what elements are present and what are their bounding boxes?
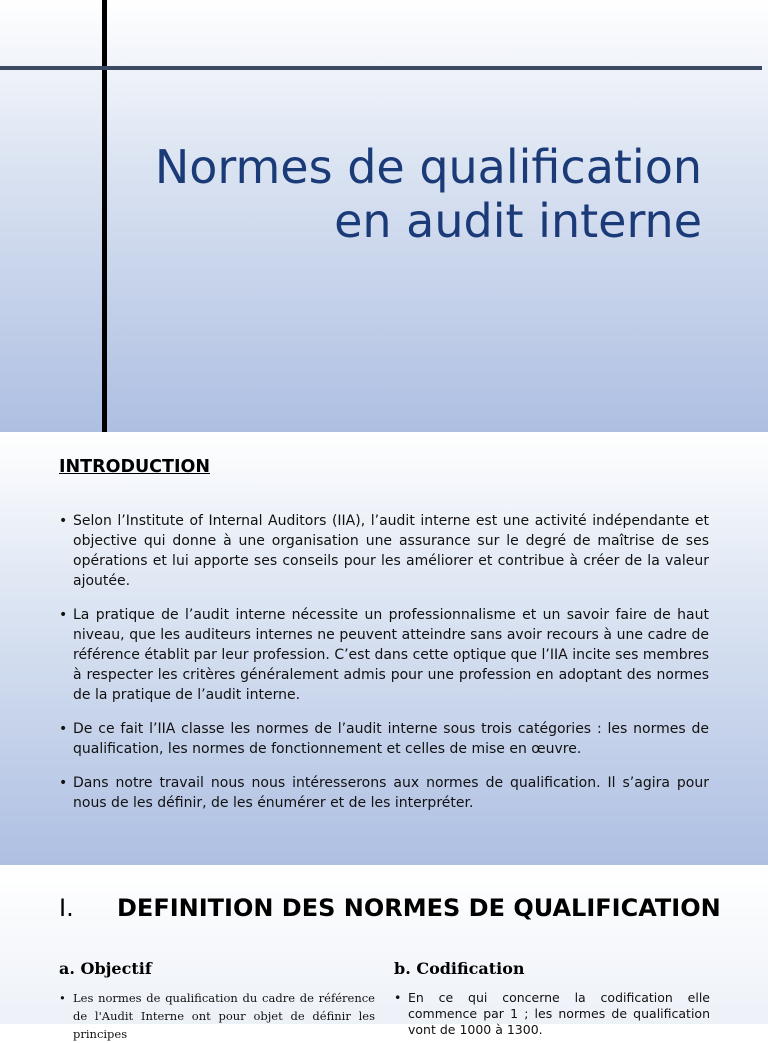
- vertical-accent-line: [102, 0, 107, 432]
- list-item: [59, 511, 709, 591]
- bullet-icon: •: [59, 991, 66, 1005]
- section-number: I.: [59, 894, 74, 922]
- list-item: [59, 719, 709, 759]
- section-title-text: DEFINITION DES NORMES DE QUALIFICATION: [117, 894, 721, 922]
- bullet-text: Selon l’Institute of Internal Auditors (IIA), l’audit interne est une activité indépendante et objective qui donne à une organisation une assurance sur le degré de maîtrise de ses opérations et lui apporte ses conseils pour les améliorer et contribue à créer de la valeur ajoutée.: [73, 513, 709, 589]
- codification-text: En ce qui concerne la codification elle commence par 1 ; les normes de qualification vont de 1000 à 1300.: [408, 990, 710, 1037]
- bullet-text: La pratique de l’audit interne nécessite un professionnalisme et un savoir faire de haut niveau, que les auditeurs internes ne peuvent atteindre sans avoir recours à une cadre de référence établit par leur profession. C’est dans cette optique que l’IIA incite ses membres à respecter les critères généralement admis pour une profession en adoptant des normes de la pratique de l’audit interne.: [73, 607, 709, 703]
- bullet-text: De ce fait l’IIA classe les normes de l’audit interne sous trois catégories : les normes de qualification, les normes de fonctionnement et celles de mise en œuvre.: [73, 721, 709, 757]
- definition-slide: [0, 866, 768, 1041]
- objectif-column: [59, 959, 375, 1043]
- title-slide: [0, 0, 768, 432]
- introduction-heading: INTRODUCTION: [59, 457, 210, 477]
- bullet-icon: •: [394, 990, 402, 1005]
- bullet-icon: •: [59, 607, 68, 623]
- horizontal-accent-line: [0, 66, 762, 70]
- list-item: [59, 773, 709, 813]
- bullet-text: Dans notre travail nous nous intéresserons aux normes de qualification. Il s’agira pour nous de les définir, de les énumérer et de les interpréter.: [73, 775, 709, 811]
- bullet-icon: •: [59, 775, 68, 791]
- section-title: [59, 894, 739, 922]
- codification-bullet: [394, 990, 710, 1038]
- objectif-bullet: [59, 989, 375, 1043]
- list-item: [59, 605, 709, 705]
- slide-title: Normes de qualification en audit interne: [154, 140, 702, 248]
- objectif-heading: a. Objectif: [59, 959, 152, 978]
- introduction-slide: [0, 433, 768, 865]
- codification-column: [394, 959, 710, 1038]
- objectif-text: Les normes de qualification du cadre de référence de l'Audit Interne ont pour objet de définir les principes: [73, 991, 375, 1041]
- codification-heading: b. Codification: [394, 959, 525, 978]
- bullet-icon: •: [59, 513, 68, 529]
- introduction-bullet-list: [59, 511, 709, 827]
- bullet-icon: •: [59, 721, 68, 737]
